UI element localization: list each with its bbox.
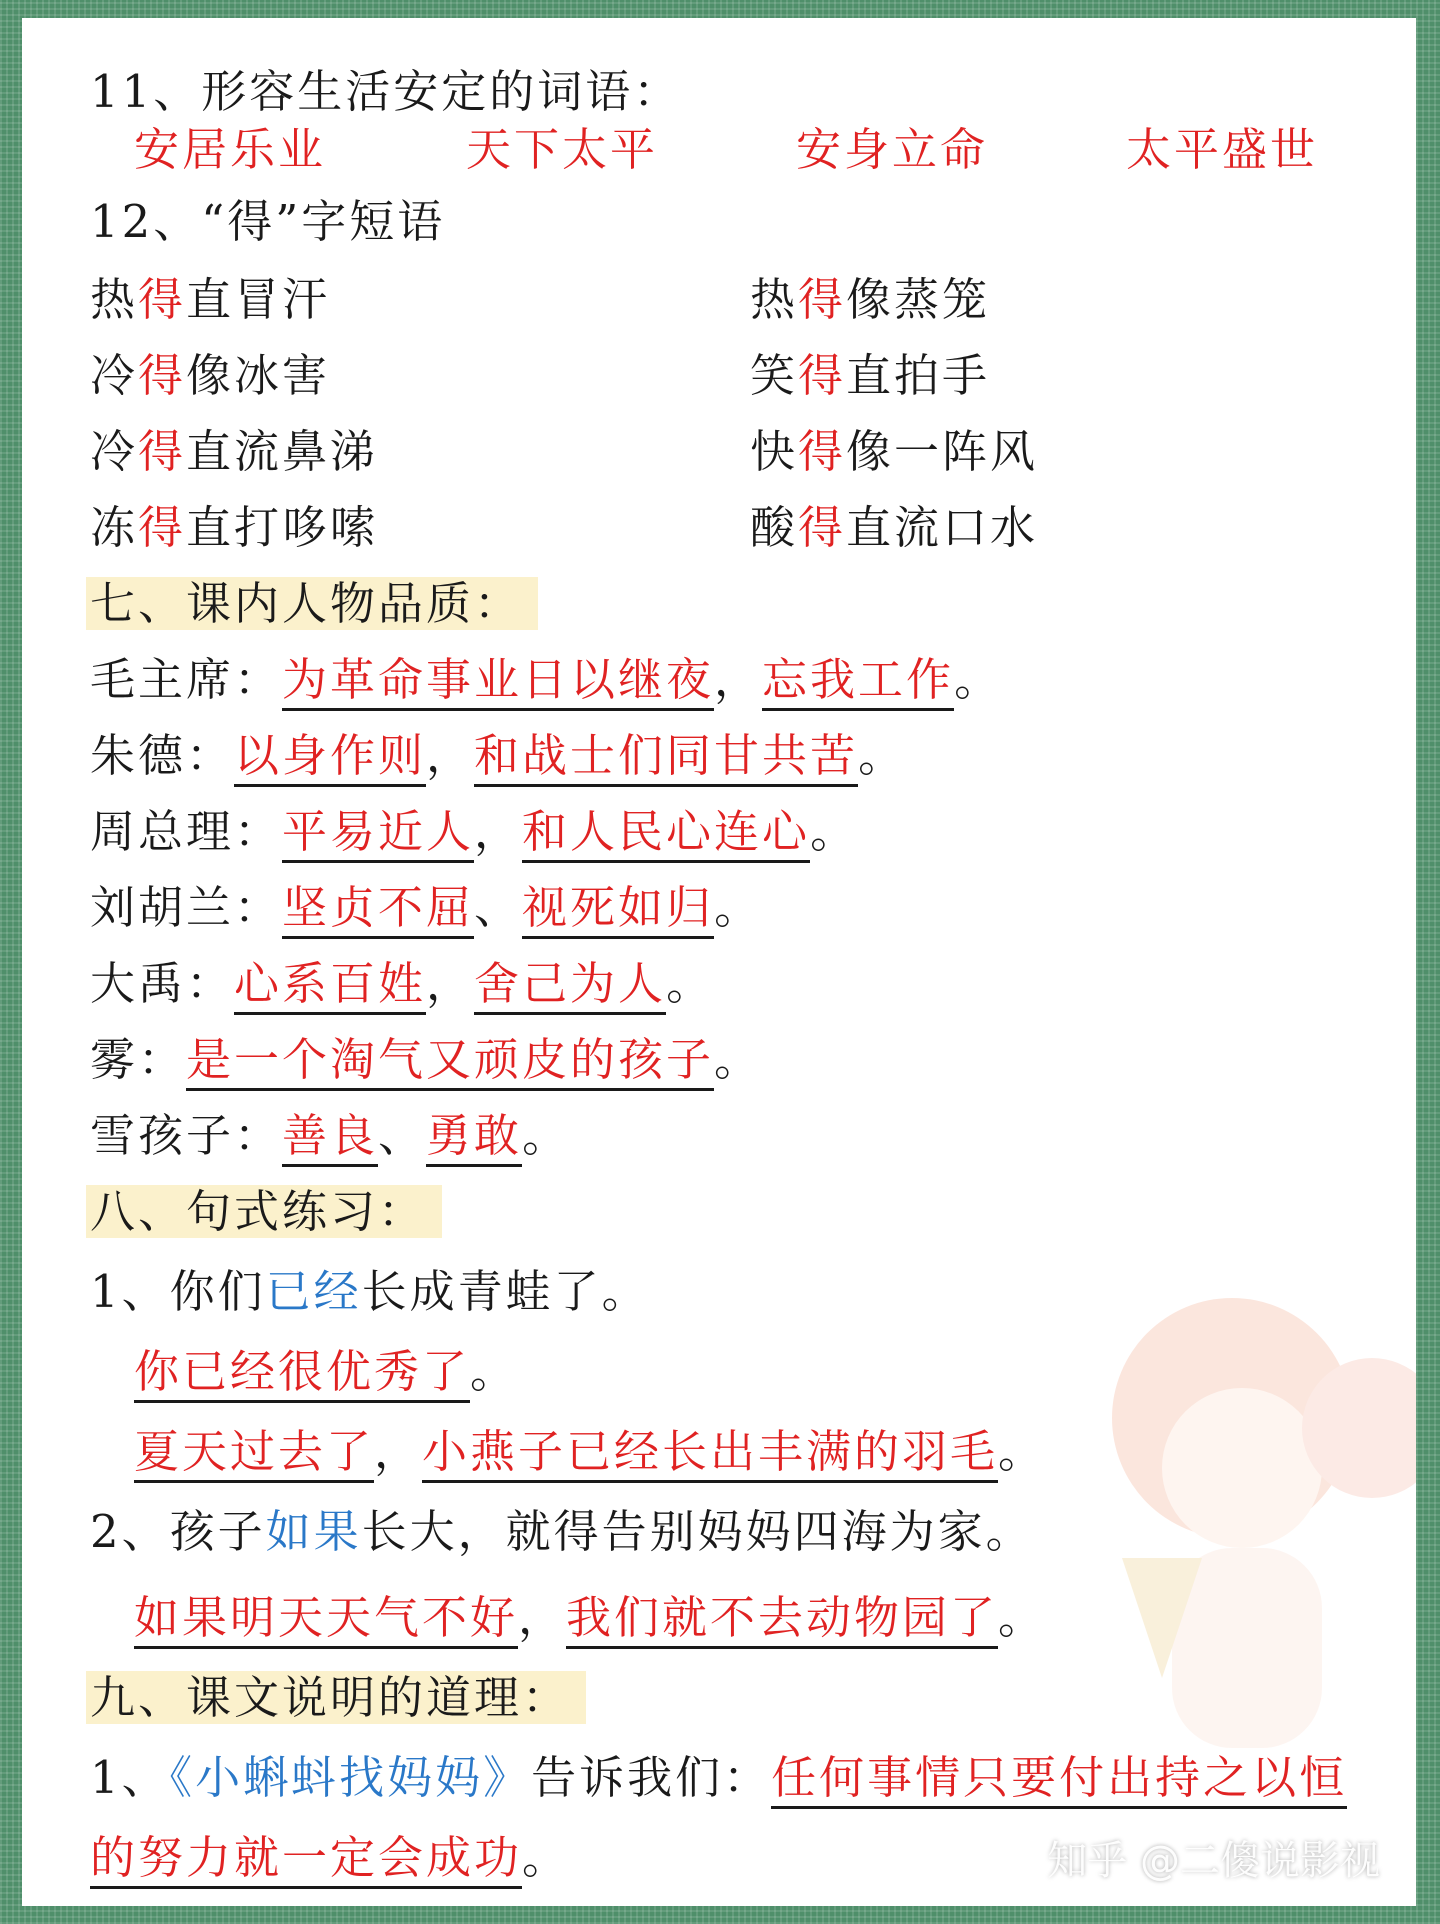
character-quality-row: 雾：是一个淘气又顽皮的孩子。: [90, 1030, 762, 1090]
de-phrase: 冷得像冰害: [90, 349, 331, 402]
de-phrase: 酸得直流口水: [750, 501, 1039, 554]
section-8-title: 八、句式练习：: [90, 1182, 442, 1242]
worksheet-page: [22, 18, 1416, 1906]
section-11-title: 11、形容生活安定的词语：: [90, 65, 682, 118]
watermark: 知乎 @二傻说影视: [1047, 1838, 1380, 1884]
sentence-answer: 你已经很优秀了。: [134, 1342, 518, 1402]
character-quality-row: 雪孩子：善良、勇敢。: [90, 1106, 570, 1166]
section-7-title: 七、课内人物品质：: [90, 574, 538, 634]
lesson-moral-cont: 的努力就一定会成功。: [90, 1828, 570, 1888]
character-quality-row: 刘胡兰：坚贞不屈、视死如归。: [90, 878, 762, 938]
cupid-illustration: [1052, 1258, 1416, 1798]
idiom: 天下太平: [466, 123, 659, 176]
character-quality-row: 大禹：心系百姓，舍己为人。: [90, 954, 714, 1014]
idiom: 太平盛世: [1126, 123, 1319, 176]
de-phrase: 笑得直拍手: [750, 349, 991, 402]
lesson-moral: 1、《小蝌蚪找妈妈》告诉我们：任何事情只要付出持之以恒: [90, 1748, 1347, 1808]
sentence-example: 1、你们已经长成青蛙了。: [90, 1265, 650, 1318]
character-quality-row: 朱德：以身作则，和战士们同甘共苦。: [90, 726, 906, 786]
idiom-list: [134, 120, 1318, 180]
section-12-title: 12、“得”字短语: [90, 195, 446, 248]
section-9-title: 九、课文说明的道理：: [90, 1668, 586, 1728]
de-phrase: 冷得直流鼻涕: [90, 425, 379, 478]
de-phrase: 热得像蒸笼: [750, 273, 991, 326]
character-quality-row: 毛主席：为革命事业日以继夜，忘我工作。: [90, 650, 1002, 710]
idiom: 安居乐业: [134, 123, 327, 176]
idiom: 安身立命: [796, 123, 989, 176]
de-phrase: 冻得直打哆嗦: [90, 501, 379, 554]
de-phrase: 热得直冒汗: [90, 273, 331, 326]
sentence-example: 2、孩子如果长大，就得告别妈妈四海为家。: [90, 1505, 1034, 1558]
sentence-answer: 夏天过去了，小燕子已经长出丰满的羽毛。: [134, 1422, 1046, 1482]
character-quality-row: 周总理：平易近人，和人民心连心。: [90, 802, 858, 862]
de-phrase: 快得像一阵风: [750, 425, 1039, 478]
sentence-answer: 如果明天天气不好，我们就不去动物园了。: [134, 1588, 1046, 1648]
